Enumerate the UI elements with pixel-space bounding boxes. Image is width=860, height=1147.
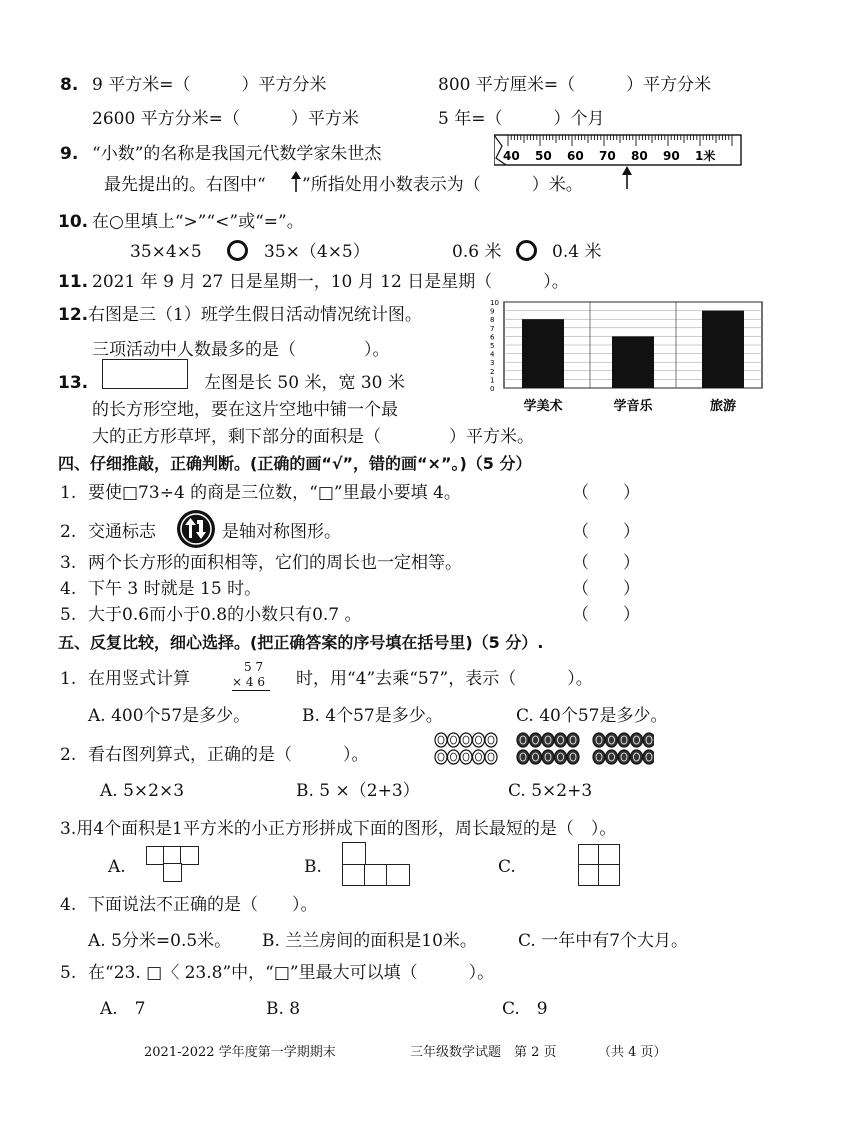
oval-dot <box>567 733 579 747</box>
chart-x-label: 学美术 <box>523 399 563 414</box>
s5-q1-option-b[interactable]: B. 4个57是多少。 <box>302 706 443 726</box>
s4-item-3-text: 两个长方形的面积相等，它们的周长也一定相等。 <box>88 553 462 573</box>
chart-y-tick: 0 <box>490 385 495 393</box>
oval-dot <box>460 750 472 764</box>
s4-item-1-answer[interactable]: （ ） <box>572 483 640 503</box>
q11-number: 11. <box>58 272 89 292</box>
chart-x-label: 旅游 <box>709 399 737 414</box>
chart-y-tick: 4 <box>490 350 495 359</box>
oval-dot <box>567 750 579 764</box>
oval-dot <box>435 750 447 764</box>
s4-item-4-text: 下午 3 时就是 15 时。 <box>88 579 262 599</box>
s5-q4-text: 下面说法不正确的是（ ）。 <box>88 895 318 915</box>
chart-y-tick: 6 <box>490 333 495 342</box>
oval-dot <box>517 750 529 764</box>
oval-dot <box>530 733 542 747</box>
ruler-label: 90 <box>663 149 680 163</box>
ruler-label: 60 <box>567 149 584 163</box>
oval-dot <box>448 733 460 747</box>
q9-line-2b: ”所指处用小数表示为（ ）米。 <box>302 175 583 195</box>
s4-item-5-number: 5. <box>60 605 77 625</box>
vertical-calc-top: 5 7 <box>244 660 264 674</box>
s5-q4-option-a[interactable]: A. 5分米=0.5米。 <box>88 931 232 951</box>
oval-dot <box>631 750 643 764</box>
ruler-label: 70 <box>599 149 616 163</box>
oval-dot <box>593 733 605 747</box>
oval-dot <box>473 750 485 764</box>
oval-dot <box>542 750 554 764</box>
oval-dot <box>485 750 497 764</box>
chart-x-label: 学音乐 <box>613 399 653 414</box>
s5-q2-option-a[interactable]: A. 5×2×3 <box>100 781 185 801</box>
compare-circle-1[interactable] <box>227 240 248 261</box>
s4-item-4-number: 4. <box>60 579 77 599</box>
chart-y-tick: 5 <box>490 342 495 350</box>
s4-item-2-text-a: 交通标志 <box>88 522 156 542</box>
ruler-label: 1米 <box>695 149 716 163</box>
chart-y-tick: 10 <box>490 299 499 307</box>
oval-dot <box>460 733 472 747</box>
s4-item-4-answer[interactable]: （ ） <box>572 579 640 599</box>
q12-line-2: 三项活动中人数最多的是（ ）。 <box>92 340 390 360</box>
s5-q5-text: 在“23. □〈 23.8”中，“□”里最大可以填（ ）。 <box>88 963 495 983</box>
s5-q4-option-c[interactable]: C. 一年中有7个大月。 <box>518 931 689 951</box>
q13-line-1: 左图是长 50 米，宽 30 米 <box>204 373 405 393</box>
oval-dot <box>606 750 618 764</box>
s5-q1-number: 1. <box>60 669 77 689</box>
s4-item-2-answer[interactable]: （ ） <box>572 522 640 542</box>
section-5-title: 五、反复比较，细心选择。(把正确答案的序号填在括号里)（5 分）. <box>58 633 544 652</box>
q10-number: 10. <box>58 212 89 232</box>
ruler-label: 40 <box>503 149 520 163</box>
q13-line-3: 大的正方形草坪，剩下部分的面积是（ ）平方米。 <box>92 427 534 447</box>
q12-line-1: 右图是三（1）班学生假日活动情况统计图。 <box>88 305 422 325</box>
footer-term: 2021-2022 学年度第一学期期末 <box>144 1045 336 1060</box>
vertical-calc-bottom: × 4 6 <box>232 675 265 689</box>
s5-q4-option-b[interactable]: B. 兰兰房间的面积是10米。 <box>262 931 477 951</box>
s4-item-5-answer[interactable]: （ ） <box>572 605 640 625</box>
q13-line-2: 的长方形空地，要在这片空地中铺一个最 <box>92 400 398 420</box>
q8-item-1: 9 平方米=（ ）平方分米 <box>92 75 327 95</box>
s4-item-1-text: 要使□73÷4 的商是三位数，“□”里最小要填 4。 <box>88 483 461 503</box>
s4-item-1-number: 1. <box>60 483 77 503</box>
s5-q2-text: 看右图列算式，正确的是（ ）。 <box>88 745 369 765</box>
s5-q1-text-b: 时，用“4”去乘“57”，表示（ ）。 <box>296 669 593 689</box>
compare-circle-2[interactable] <box>516 240 537 261</box>
q9-line-1: “小数”的名称是我国元代数学家朱世杰 <box>92 144 382 164</box>
ruler-label: 50 <box>535 149 552 163</box>
oval-dot <box>631 733 643 747</box>
q8-item-2: 800 平方厘米=（ ）平方分米 <box>438 75 712 95</box>
oval-dot <box>606 733 618 747</box>
s5-q1-option-a[interactable]: A. 400个57是多少。 <box>88 706 251 726</box>
s4-item-3-number: 3. <box>60 553 77 573</box>
s4-item-3-answer[interactable]: （ ） <box>572 553 640 573</box>
q8-item-3: 2600 平方分米=（ ）平方米 <box>92 109 359 129</box>
oval-dot <box>618 750 630 764</box>
s5-q5-option-c[interactable]: C. 9 <box>502 999 548 1019</box>
q10-expr-3: 0.6 米 <box>452 242 502 262</box>
s5-q3-label-c[interactable]: C. <box>498 857 516 877</box>
chart-y-tick: 1 <box>490 376 495 385</box>
q13-number: 13. <box>58 373 89 393</box>
up-arrow-icon <box>290 171 302 193</box>
oval-dot <box>542 733 554 747</box>
q10-instruction: 在○里填上“>”“<”或“=”。 <box>92 212 304 232</box>
oval-dot <box>473 733 485 747</box>
oval-dot <box>517 733 529 747</box>
q8-item-4: 5 年=（ ）个月 <box>438 109 605 129</box>
chart-bar-3 <box>702 311 744 388</box>
s5-q1-option-c[interactable]: C. 40个57是多少。 <box>516 706 668 726</box>
s5-q3-label-a[interactable]: A. <box>108 857 126 877</box>
chart-bar-1 <box>522 319 564 388</box>
q11-text: 2021 年 9 月 27 日是星期一，10 月 12 日是星期（ ）。 <box>92 272 569 292</box>
traffic-sign-icon <box>175 508 217 550</box>
oval-dot <box>448 750 460 764</box>
oval-dot <box>555 750 567 764</box>
q12-number: 12. <box>58 305 89 325</box>
oval-dot <box>618 733 630 747</box>
rectangle-figure <box>102 359 188 389</box>
s5-q3-label-b[interactable]: B. <box>304 857 322 877</box>
footer-subject-page: 三年级数学试题 第 2 页 <box>410 1045 557 1060</box>
s5-q3-text: 3.用4个面积是1平方米的小正方形拼成下面的图形，周长最短的是（ ）。 <box>60 819 617 839</box>
s5-q5-option-a[interactable]: A. 7 <box>100 999 146 1019</box>
chart-y-tick: 3 <box>490 359 495 368</box>
s5-q5-option-b[interactable]: B. 8 <box>266 999 301 1019</box>
q10-expr-1: 35×4×5 <box>130 242 202 262</box>
oval-dot <box>555 733 567 747</box>
q10-expr-2: 35×（4×5） <box>264 242 370 262</box>
chart-y-tick: 8 <box>490 316 495 325</box>
oval-dot <box>530 750 542 764</box>
oval-dot <box>435 733 447 747</box>
s5-q1-text-a: 在用竖式计算 <box>88 669 190 689</box>
oval-groups-figure <box>434 730 654 774</box>
oval-dot <box>485 733 497 747</box>
chart-y-tick: 2 <box>490 367 495 376</box>
s4-item-2-number: 2. <box>60 522 77 542</box>
activity-bar-chart <box>478 296 768 414</box>
s5-q2-option-c[interactable]: C. 5×2+3 <box>508 781 593 801</box>
s4-item-5-text: 大于0.6而小于0.8的小数只有0.7 。 <box>88 605 362 625</box>
section-4-title: 四、仔细推敲，正确判断。(正确的画“√”，错的画“×”。)（5 分） <box>58 454 532 473</box>
q8-number: 8. <box>60 75 79 95</box>
q9-line-2a: 最先提出的。右图中“ <box>104 175 266 195</box>
ruler-label: 80 <box>631 149 648 163</box>
s5-q5-number: 5. <box>60 963 77 983</box>
s5-q2-option-b[interactable]: B. 5 ×（2+3） <box>296 781 420 801</box>
s4-item-2-text-b: 是轴对称图形。 <box>222 522 341 542</box>
s5-q4-number: 4. <box>60 895 77 915</box>
chart-bar-2 <box>612 336 654 388</box>
oval-dot <box>593 750 605 764</box>
chart-y-tick: 7 <box>490 324 495 333</box>
ruler <box>494 134 744 168</box>
vertical-calc-line <box>232 690 270 691</box>
ruler-pointer-arrow-icon <box>621 166 633 190</box>
s5-q2-number: 2. <box>60 745 77 765</box>
q9-number: 9. <box>60 144 79 164</box>
chart-y-tick: 9 <box>490 307 495 316</box>
q10-expr-4: 0.4 米 <box>552 242 602 262</box>
footer-total-pages: （共 4 页） <box>598 1045 667 1060</box>
